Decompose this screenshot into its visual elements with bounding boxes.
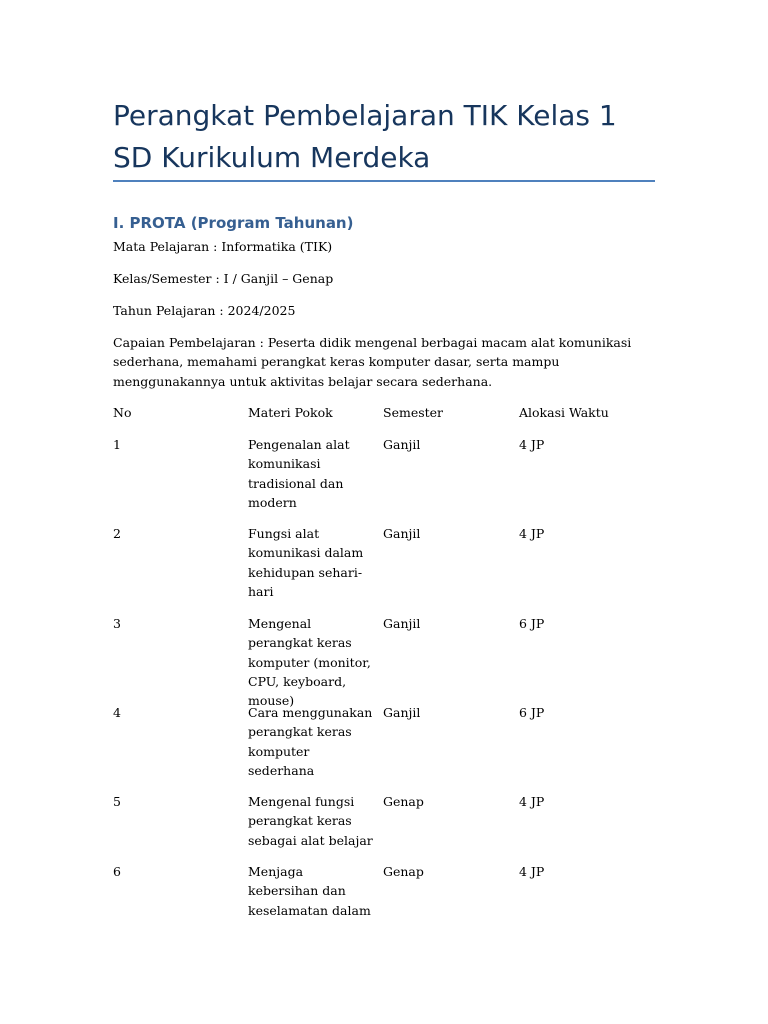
cell-no: 2 (113, 526, 121, 541)
cell-alokasi-waktu: 4 JP (519, 437, 545, 452)
table-row (113, 524, 655, 614)
cell-alokasi-waktu: 6 JP (519, 705, 545, 720)
cell-materi-pokok: Mengenal perangkat keras komputer (monitor, CPU, keyboard, mouse) (248, 616, 371, 709)
header-materi-pokok: Materi Pokok (248, 405, 333, 420)
section-heading-prota: I. PROTA (Program Tahunan) (113, 214, 354, 232)
cell-semester: Ganjil (383, 437, 421, 452)
cell-semester: Genap (383, 794, 424, 809)
title-divider (113, 180, 655, 182)
header-semester: Semester (383, 405, 444, 420)
cell-no: 1 (113, 437, 121, 452)
cell-no: 5 (113, 794, 121, 809)
cell-no: 4 (113, 705, 121, 720)
paragraph-mata-pelajaran: Mata Pelajaran : Informatika (TIK) (113, 239, 333, 254)
cell-alokasi-waktu: 4 JP (519, 794, 545, 809)
cell-semester: Ganjil (383, 616, 421, 631)
table-row (113, 435, 655, 524)
cell-materi-pokok: Pengenalan alat komunikasi tradisional dan modern (248, 437, 350, 510)
table-row (113, 862, 655, 922)
cell-no: 3 (113, 616, 121, 631)
cell-materi-pokok: Menjaga kebersihan dan keselamatan dalam (248, 864, 371, 918)
cell-semester: Ganjil (383, 526, 421, 541)
cell-alokasi-waktu: 4 JP (519, 864, 545, 879)
cell-materi-pokok: Fungsi alat komunikasi dalam kehidupan sehari-hari (248, 526, 364, 599)
paragraph-kelas-semester: Kelas/Semester : I / Ganjil – Genap (113, 271, 334, 286)
cell-semester: Ganjil (383, 705, 421, 720)
header-alokasi-waktu: Alokasi Waktu (519, 405, 609, 420)
header-no: No (113, 405, 132, 420)
table-row (113, 792, 655, 862)
cell-alokasi-waktu: 4 JP (519, 526, 545, 541)
prota-table (113, 403, 655, 922)
cell-semester: Genap (383, 864, 424, 879)
cell-materi-pokok: Mengenal fungsi perangkat keras sebagai alat belajar (248, 794, 373, 848)
cell-materi-pokok: Cara menggunakan perangkat keras komputer sederhana (248, 705, 373, 778)
table-header-row (113, 403, 655, 435)
cell-no: 6 (113, 864, 121, 879)
cell-alokasi-waktu: 6 JP (519, 616, 545, 631)
document-title: Perangkat Pembelajaran TIK Kelas 1 SD Kurikulum Merdeka (113, 99, 617, 174)
paragraph-tahun-pelajaran: Tahun Pelajaran : 2024/2025 (113, 303, 296, 318)
paragraph-capaian-pembelajaran: Capaian Pembelajaran : Peserta didik mengenal berbagai macam alat komunikasi sederhana, memahami perangkat keras komputer dasar, serta mampu menggunakannya untuk aktivitas belajar secara sederhana. (113, 335, 632, 389)
table-row (113, 703, 655, 792)
table-row (113, 614, 655, 709)
